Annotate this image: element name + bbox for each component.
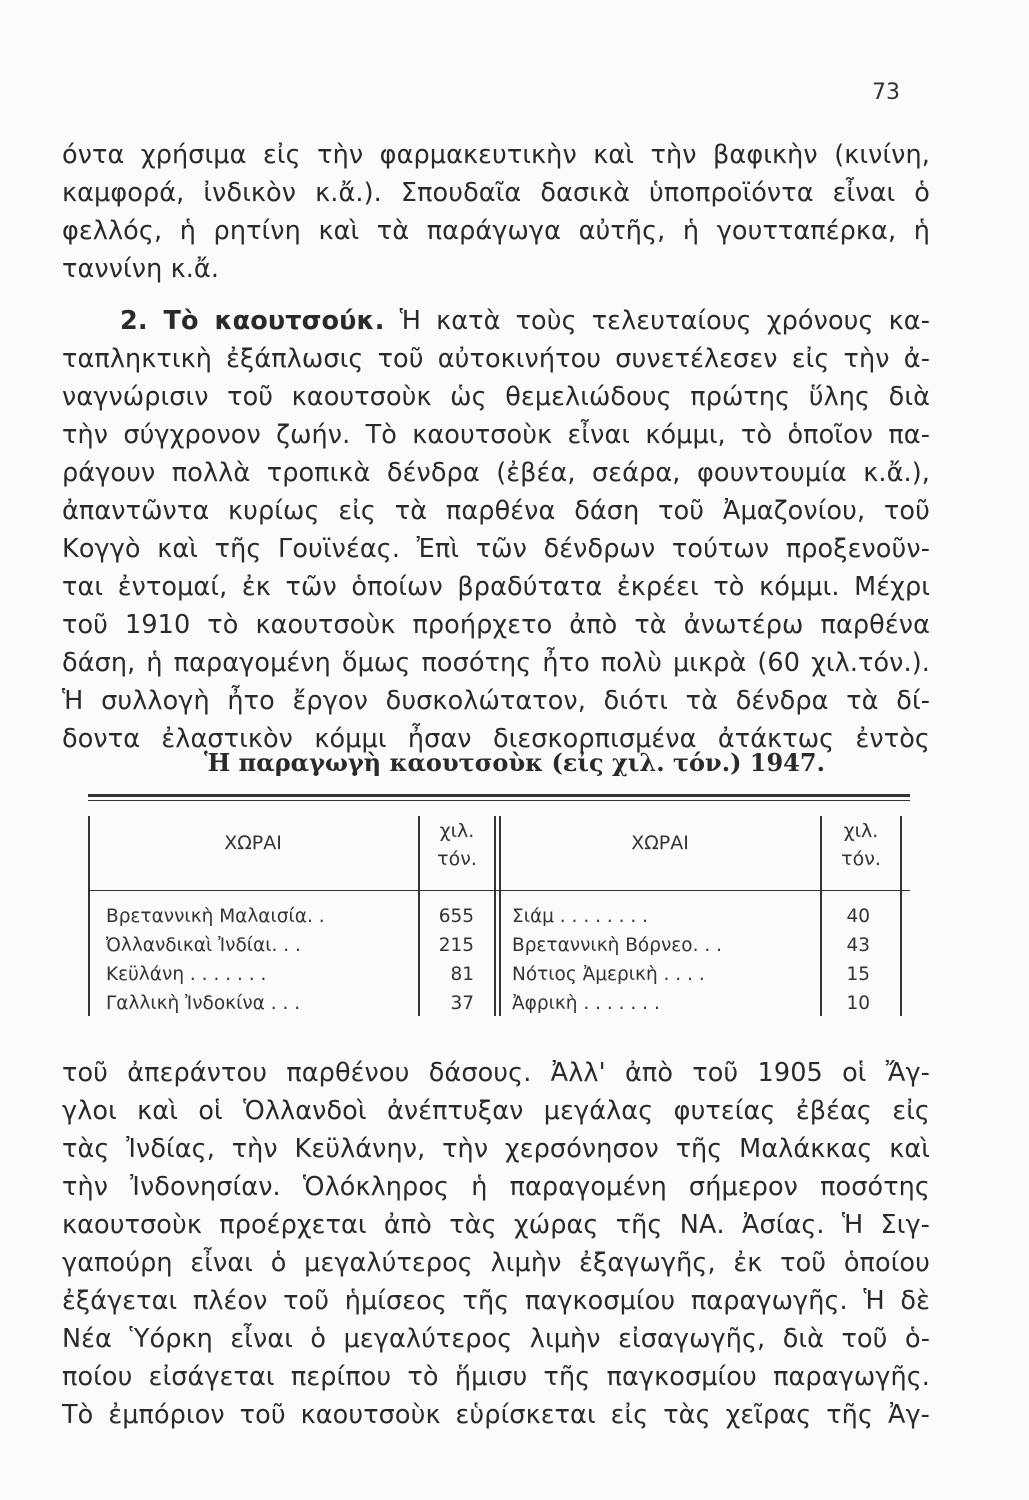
header-unit-right-bottom: τόν.	[841, 848, 881, 870]
table-cell-country: Ἀφρικὴ . . . . . . .	[512, 993, 660, 1014]
text-line: ναγνώρισιν τοῦ καουτσοὺκ ὡς θεμελιώδους πρώτης ὕλης διὰ	[62, 382, 930, 412]
table-cell-value: 43	[846, 935, 870, 956]
header-unit-left-top: χιλ.	[439, 820, 475, 842]
text-line: ἀπαντῶντα κυρίως εἰς τὰ παρθένα δάση τοῦ Ἀμαζονίου, τοῦ	[62, 496, 930, 526]
text-line: ἐξάγεται πλέον τοῦ ἡμίσεος τῆς παγκοσμίου παραγωγῆς. Ἡ δὲ	[62, 1286, 930, 1316]
text-line: τοῦ 1910 τὸ καουτσοὺκ προήρχετο ἀπὸ τὰ ἀνωτέρω παρθένα	[62, 610, 930, 640]
section-heading: 2. Τὸ καουτσούκ.	[120, 306, 385, 336]
table-border-right	[900, 816, 902, 1016]
table-top-rule-thin	[88, 800, 910, 801]
text-line: δάση, ἡ παραγομένη ὅμως ποσότης ἦτο πολὺ μικρὰ (60 χιλ.τόν.).	[62, 648, 930, 678]
text-line: καμφορά, ἰνδικὸν κ.ἄ.). Σπουδαῖα δασικὰ ὑποπροϊόντα εἶναι ὁ	[62, 178, 930, 208]
table-cell-country: Βρεταννικὴ Βόρνεο. . .	[512, 935, 723, 956]
header-unit-right-top: χιλ.	[843, 820, 879, 842]
table-cell-value: 37	[450, 993, 474, 1014]
text-line: ται ἐντομαί, ἐκ τῶν ὁποίων βραδύτατα ἐκρέει τὸ κόμμι. Μέχρι	[62, 572, 930, 602]
text-line: τοῦ ἀπεράντου παρθένου δάσους. Ἀλλ' ἀπὸ τοῦ 1905 οἱ Ἄγ-	[62, 1058, 930, 1088]
header-countries-right: ΧΩΡΑΙ	[631, 832, 689, 854]
table-cell-country: Νότιος Ἀμερικὴ . . . .	[512, 964, 705, 985]
table-divider-double	[494, 816, 496, 1016]
text-line: όντα χρήσιμα εἰς τὴν φαρμακευτικὴν καὶ τὴν βαφικὴν (κινίνη,	[62, 140, 930, 170]
text-line: ποίου εἰσάγεται περίπου τὸ ἥμισυ τῆς παγκοσμίου παραγωγῆς.	[62, 1362, 930, 1392]
text-line: ταπληκτικὴ ἐξάπλωσις τοῦ αὐτοκινήτου συνετέλεσεν εἰς τὴν ἀ-	[62, 344, 930, 374]
text-line: Ἡ συλλογὴ ἦτο ἔργον δυσκολώτατον, διότι τὰ δένδρα τὰ δί-	[62, 686, 930, 716]
text-line: ράγουν πολλὰ τροπικὰ δένδρα (ἐβέα, σεάρα, φουντουμία κ.ἄ.),	[62, 458, 930, 488]
table-cell-country: Σιάμ . . . . . . . .	[512, 906, 649, 927]
page-number: 73	[872, 80, 900, 105]
text-line	[120, 304, 930, 338]
production-table	[88, 794, 910, 1024]
table-cell-value: 215	[438, 935, 474, 956]
text-line: Τὸ ἐμπόριον τοῦ καουτσοὺκ εὑρίσκεται εἰς τὰς χεῖρας τῆς Ἀγ-	[62, 1400, 930, 1430]
header-countries-left: ΧΩΡΑΙ	[224, 832, 282, 854]
table-cell-value: 655	[438, 906, 474, 927]
table-cell-country: Κεϋλάνη . . . . . . .	[106, 964, 267, 985]
heading-line-text: Ἡ κατὰ τοὺς τελευταίους χρόνους κα-	[399, 306, 930, 336]
text-line: γαπούρη εἶναι ὁ μεγαλύτερος λιμὴν ἐξαγωγῆς, ἐκ τοῦ ὁποίου	[62, 1248, 930, 1278]
table-cell-value: 81	[450, 964, 474, 985]
table-caption: Ἡ παραγωγὴ καουτσοὺκ (εἰς χιλ. τόν.) 1947.	[204, 748, 825, 777]
text-line: γλοι καὶ οἱ Ὁλλανδοὶ ἀνέπτυξαν μεγάλας φυτείας ἐβέας εἰς	[62, 1096, 930, 1126]
table-cell-country: Βρεταννικὴ Μαλαισία. .	[106, 906, 325, 927]
text-line: καουτσοὺκ προέρχεται ἀπὸ τὰς χώρας τῆς ΝΑ. Ἀσίας. Ἡ Σιγ-	[62, 1210, 930, 1240]
header-unit-left-bottom: τόν.	[437, 848, 477, 870]
table-cell-country: Ὀλλανδικαὶ Ἰνδίαι. . .	[106, 935, 301, 956]
table-top-rule	[88, 794, 910, 797]
text-line: τὰς Ἰνδίας, τὴν Κεϋλάνην, τὴν χερσόνησον τῆς Μαλάκκας καὶ	[62, 1134, 930, 1164]
table-cell-country: Γαλλικὴ Ἰνδοκίνα . . .	[106, 993, 301, 1014]
text-line: Νέα Ὑόρκη εἶναι ὁ μεγαλύτερος λιμὴν εἰσαγωγῆς, διὰ τοῦ ὁ-	[62, 1324, 930, 1354]
text-line: τὴν Ἰνδονησίαν. Ὁλόκληρος ἡ παραγομένη σήμερον ποσότης	[62, 1172, 930, 1202]
text-line: ταννίνη κ.ἄ.	[62, 254, 220, 284]
text-line: φελλός, ἡ ρητίνη καὶ τὰ παράγωγα αὐτῆς, ἡ γουτταπέρκα, ἡ	[62, 216, 930, 246]
text-line: τὴν σύγχρονον ζωήν. Τὸ καουτσοὺκ εἶναι κόμμι, τὸ ὁποῖον πα-	[62, 420, 930, 450]
table-cell-value: 15	[846, 964, 870, 985]
text-line: Κογγὸ καὶ τῆς Γουϊνέας. Ἐπὶ τῶν δένδρων τούτων προξενοῦν-	[62, 534, 930, 564]
text-line: δοντα ἐλαστικὸν κόμμι ἦσαν διεσκορπισμένα ἀτάκτως ἐντὸς	[62, 724, 930, 754]
table-cell-value: 10	[846, 993, 870, 1014]
table-cell-value: 40	[846, 906, 870, 927]
